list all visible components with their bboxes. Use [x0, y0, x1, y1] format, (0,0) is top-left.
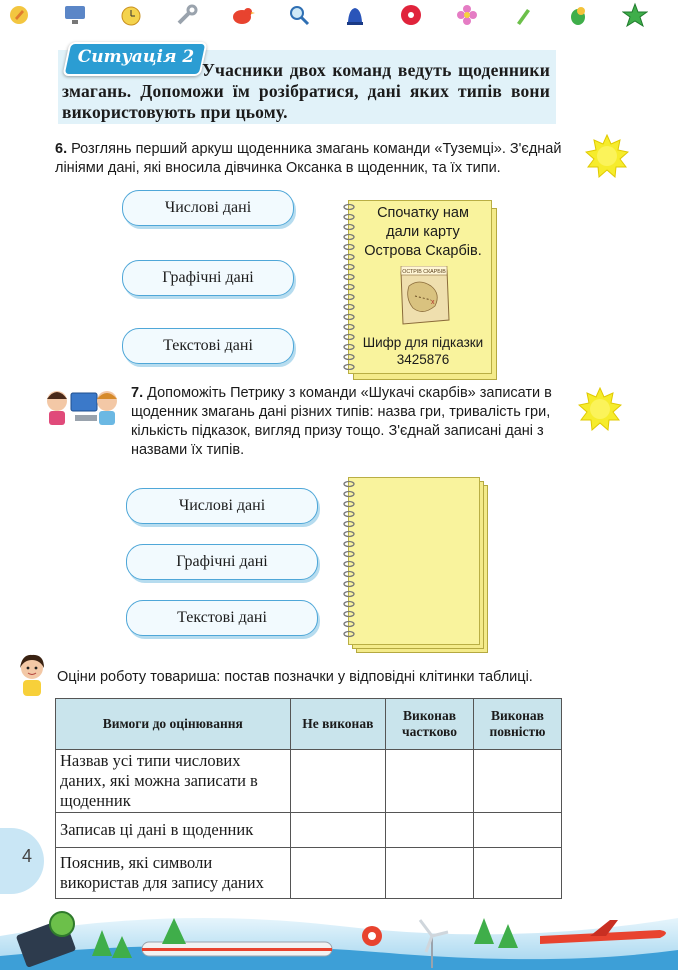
pencil-icon: [6, 2, 32, 28]
type-option-numeric[interactable]: Числові дані: [122, 190, 294, 226]
mark-cell[interactable]: [386, 750, 474, 813]
type-option-graphic[interactable]: Графічні дані: [126, 544, 318, 580]
treasure-map-image: [395, 266, 453, 328]
treasure-map-label: ОСТРІВ СКАРБІВ: [402, 269, 446, 275]
notebook-hint-code: 3425876: [396, 352, 450, 367]
mark-cell[interactable]: [473, 750, 561, 813]
bell-icon: [342, 2, 368, 28]
type-option-text[interactable]: Текстові дані: [126, 600, 318, 636]
wrench-icon: [174, 2, 200, 28]
train-icon: [142, 942, 332, 956]
svg-text:x: x: [431, 299, 435, 306]
requirement-cell: Пояснив, які символи використав для запису даних: [56, 848, 291, 899]
task-7: [131, 384, 576, 460]
type-option-graphic[interactable]: Графічні дані: [122, 260, 294, 296]
page-number-tab: [0, 828, 44, 894]
blank-diary-notebook[interactable]: [348, 477, 480, 645]
mark-cell[interactable]: [290, 750, 385, 813]
evaluation-instruction: Оціни роботу товариша: постав позначки у відповідні клітинки таблиці.: [57, 669, 533, 685]
column-header: Виконав повністю: [473, 699, 561, 750]
star-icon: [622, 2, 648, 28]
mark-cell[interactable]: [290, 848, 385, 899]
task-7-text: Допоможіть Петрику з команди «Шукачі скарбів» записати в щоденник змагань дані різних типів: назва гри, тривалість гри, кількість підказок, вигляд призу тощо. З'єднай записані дані з назвами їх типів.: [131, 385, 552, 458]
table-header-row: [56, 699, 562, 750]
kids-at-computer-image: [43, 385, 123, 429]
column-header: Не виконав: [290, 699, 385, 750]
column-header: Виконав частково: [386, 699, 474, 750]
girl-avatar-image: [14, 652, 50, 698]
top-icon-strip: [0, 0, 678, 30]
marker-icon: [510, 2, 536, 28]
task-7-number: 7.: [131, 385, 144, 401]
mark-cell[interactable]: [473, 813, 561, 848]
sun-icon: [585, 134, 629, 178]
alarm-clock-icon: [118, 2, 144, 28]
mark-cell[interactable]: [386, 848, 474, 899]
disc-icon: [398, 2, 424, 28]
table-row: [56, 750, 562, 813]
mark-cell[interactable]: [290, 813, 385, 848]
notebook-spiral: [342, 479, 356, 641]
evaluation-table: [55, 698, 562, 899]
task-6-number: 6.: [55, 141, 68, 157]
requirement-cell: Записав ці дані в щоденник: [56, 813, 291, 848]
sun-icon: [578, 387, 622, 431]
bottom-decoration: [0, 896, 678, 970]
notebook-hint-label: Шифр для підказки: [362, 335, 484, 350]
page-number: 4: [22, 846, 33, 866]
parrot-icon: [566, 2, 592, 28]
task-6: [55, 140, 575, 178]
magnifier-icon: [286, 2, 312, 28]
column-header: Вимоги до оцінювання: [56, 699, 291, 750]
computer-icon: [62, 2, 88, 28]
gear-icon: [362, 926, 382, 946]
type-option-numeric[interactable]: Числові дані: [126, 488, 318, 524]
mark-cell[interactable]: [386, 813, 474, 848]
notebook-spiral: [342, 202, 356, 370]
type-option-text[interactable]: Текстові дані: [122, 328, 294, 364]
table-row: [56, 813, 562, 848]
flower-icon: [454, 2, 480, 28]
situation-text: Учасники двох команд ведуть щоденники змагань. Допоможи їм розібратися, дані яких типів вони використовують при цьому.: [62, 60, 550, 122]
mark-cell[interactable]: [473, 848, 561, 899]
table-row: [56, 848, 562, 899]
task-6-text: Розглянь перший аркуш щоденника змагань команди «Туземці». З'єднай лініями дані, які вносила дівчинка Оксанка в щоденник, та їх типи.: [55, 141, 562, 176]
situation-title: Ситуація 2: [77, 47, 195, 67]
requirement-cell: Назвав усі типи числових даних, які можна записати в щоденник: [56, 750, 291, 813]
bird-icon: [230, 2, 256, 28]
notebook-entry-text: Спочатку нам дали карту Острова Скарбів.: [364, 205, 482, 259]
